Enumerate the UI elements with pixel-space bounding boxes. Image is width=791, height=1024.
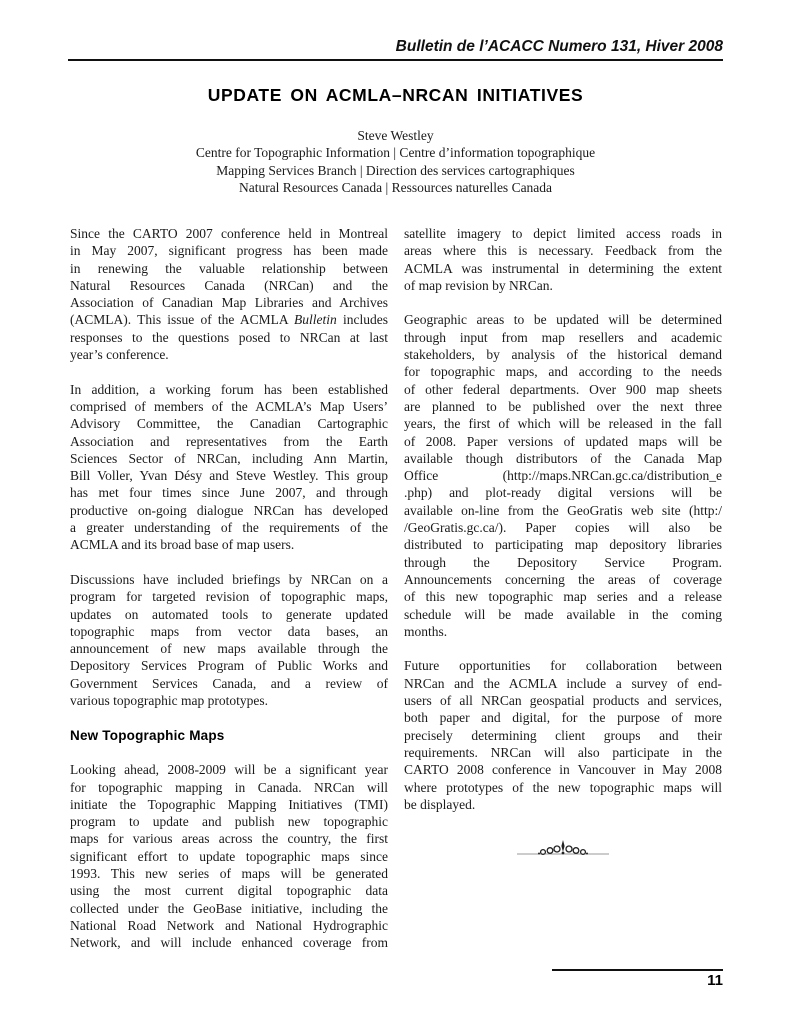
text-line: Association of Canadian Map Libraries and Archives (70, 295, 388, 311)
paragraph-discussions (70, 571, 388, 709)
text-line: Advisory Committee, the Canadian Cartographic (70, 416, 388, 432)
text-line: Future opportunities for collaboration between (404, 658, 722, 674)
text-line: are planned to be published over the next three (404, 398, 722, 414)
paragraph-gap (404, 294, 722, 311)
text-line: through input from map resellers and academic (404, 329, 722, 345)
running-head: Bulletin de l’ACACC Numero 131, Hiver 2008 (395, 38, 723, 55)
text-line: distributed to participating map depository libraries (404, 537, 722, 553)
text-line: topographic maps from vector data bases, an (70, 623, 388, 639)
text-line: initiate the Topographic Mapping Initiatives (TMI) (70, 796, 388, 812)
text-line: Bill Voller, Yvan Désy and Steve Westley. This group (70, 468, 388, 484)
text-line: comprised of members of the ACMLA’s Map Users’ (70, 398, 388, 414)
text-line: NRCan and the ACMLA include a survey of end- (404, 675, 722, 691)
text-line: of map revision by NRCan. (404, 277, 553, 293)
paragraph-gap (70, 709, 388, 726)
text-line: Since the CARTO 2007 conference held in Montreal (70, 226, 388, 241)
footer-rule (552, 969, 723, 971)
text-line: Depository Services Program of Public Works and (70, 658, 388, 674)
text-span: includes (336, 312, 388, 328)
paragraph-intro (70, 225, 388, 363)
text-line: in renewing the valuable relationship between (70, 260, 388, 276)
text-line: Natural Resources Canada (NRCan) and the (70, 277, 388, 293)
article-title: UPDATE ON ACMLA–NRCAN INITIATIVES (207, 85, 584, 105)
text-line: Geographic areas to be updated will be determined (404, 312, 722, 328)
text-line: productive on-going dialogue NRCan has developed (70, 502, 388, 518)
text-line: announcement of new maps available through the (70, 641, 388, 657)
url-line: Office (http://maps.NRCan.gc.ca/distribution_e (404, 468, 722, 484)
byline (0, 127, 791, 196)
text-line: program to update and publish new topographic (70, 814, 388, 830)
text-line: .php) and plot-ready digital versions will be (404, 485, 722, 501)
url-line: /GeoGratis.gc.ca/). Paper copies will also be (404, 520, 722, 536)
text-line: year’s conference. (70, 347, 169, 363)
text-line: in May 2007, significant progress has been made (70, 243, 388, 259)
text-line: CARTO 2008 conference in Vancouver in May 2008 (404, 762, 722, 778)
paragraph-geographic-areas (404, 311, 722, 640)
text-line: available though distributors of the Canada Map (404, 450, 722, 466)
text-line: a greater understanding of the requirements of the (70, 520, 388, 536)
paragraph-looking-ahead (70, 761, 388, 951)
text-line: updates on automated tools to generate updated (70, 606, 388, 622)
affiliation-line: Mapping Services Branch | Direction des services cartographiques (216, 162, 575, 178)
text-line: program for targeted revision of topographic maps, (70, 589, 388, 605)
text-line: both paper and digital, for the purpose of more (404, 710, 722, 726)
text-line: stakeholders, by analysis of the historical demand (404, 347, 722, 363)
text-line: Network, and will include enhanced coverage from (70, 935, 388, 951)
section-heading: New Topographic Maps (70, 727, 225, 743)
text-line: where prototypes of the new topographic maps will (404, 779, 722, 795)
left-column (70, 225, 388, 951)
text-line: various topographic map prototypes. (70, 693, 268, 709)
text-line: of other federal departments. Over 900 map sheets (404, 381, 722, 397)
text-line: has met four times since June 2007, and through (70, 485, 388, 501)
text-line: National Road Network and National Hydrographic (70, 917, 388, 933)
text-line: responses to the questions posed to NRCan at last (70, 329, 388, 345)
text-line: of this new topographic map series and a release (404, 589, 722, 605)
text-line: be displayed. (404, 796, 476, 812)
paragraph-gap (70, 554, 388, 571)
paragraph-satellite (404, 225, 722, 294)
text-line: Association and representatives from the Earth (70, 433, 388, 449)
affiliation-line: Natural Resources Canada | Ressources naturelles Canada (238, 179, 553, 195)
text-line: months. (404, 623, 448, 639)
text-line: using the most current digital topographic data (70, 883, 388, 899)
text-span: (ACMLA). This issue of the ACMLA (70, 312, 295, 328)
text-line: Looking ahead, 2008-2009 will be a significant year (70, 762, 388, 778)
text-line: years, the first of which will be released in the fall (404, 416, 722, 432)
text-line (70, 311, 388, 328)
paragraph-gap (70, 363, 388, 380)
text-line: requirements. NRCan will also participate in the (404, 744, 722, 760)
text-line: of 2008. Paper versions of updated maps will be (404, 433, 722, 449)
url-line: available on-line from the GeoGratis web site (http:/ (404, 502, 722, 518)
text-line: ACMLA and its broad base of map users. (70, 537, 295, 553)
text-line: Sciences Sector of NRCan, including Ann Martin, (70, 450, 388, 466)
paragraph-working-forum (70, 381, 388, 554)
paragraph-gap (404, 640, 722, 657)
header-rule (68, 59, 723, 61)
text-line: areas where this is necessary. Feedback from the (404, 243, 722, 259)
text-line: Discussions have included briefings by NRCan on a (70, 571, 388, 587)
bulletin-italic: Bulletin (294, 312, 337, 328)
text-line: collected under the GeoBase initiative, including the (70, 900, 388, 916)
page-number: 11 (707, 972, 723, 989)
text-line: through the Depository Service Program. (404, 554, 722, 570)
paragraph-gap (70, 744, 388, 761)
flourish-ornament-icon (517, 838, 609, 860)
text-line: 1993. This new series of maps will be generated (70, 865, 388, 881)
text-line: users of all NRCan geospatial products and services, (404, 693, 722, 709)
text-line: ACMLA was instrumental in determining the extent (404, 260, 722, 276)
text-line: schedule will be made available in the coming (404, 606, 722, 622)
affiliation-line: Centre for Topographic Information | Centre d’information topographique (195, 145, 596, 161)
text-line: for topographic mapping in Canada. NRCan will (70, 779, 388, 795)
text-line: precisely determining client groups and their (404, 727, 722, 743)
author-name: Steve Westley (357, 128, 434, 143)
text-line: for topographic maps, and according to the needs (404, 364, 722, 380)
text-line: Announcements concerning the areas of coverage (404, 571, 722, 587)
text-line: In addition, a working forum has been established (70, 381, 388, 397)
text-line: maps for various areas across the country, the first (70, 831, 388, 847)
paragraph-future-opportunities (404, 657, 722, 813)
text-line: satellite imagery to depict limited access roads in (404, 226, 722, 241)
text-line: significant effort to update topographic maps since (70, 848, 388, 864)
right-column (404, 225, 722, 813)
text-line: Government Services Canada, and a review of (70, 675, 388, 691)
